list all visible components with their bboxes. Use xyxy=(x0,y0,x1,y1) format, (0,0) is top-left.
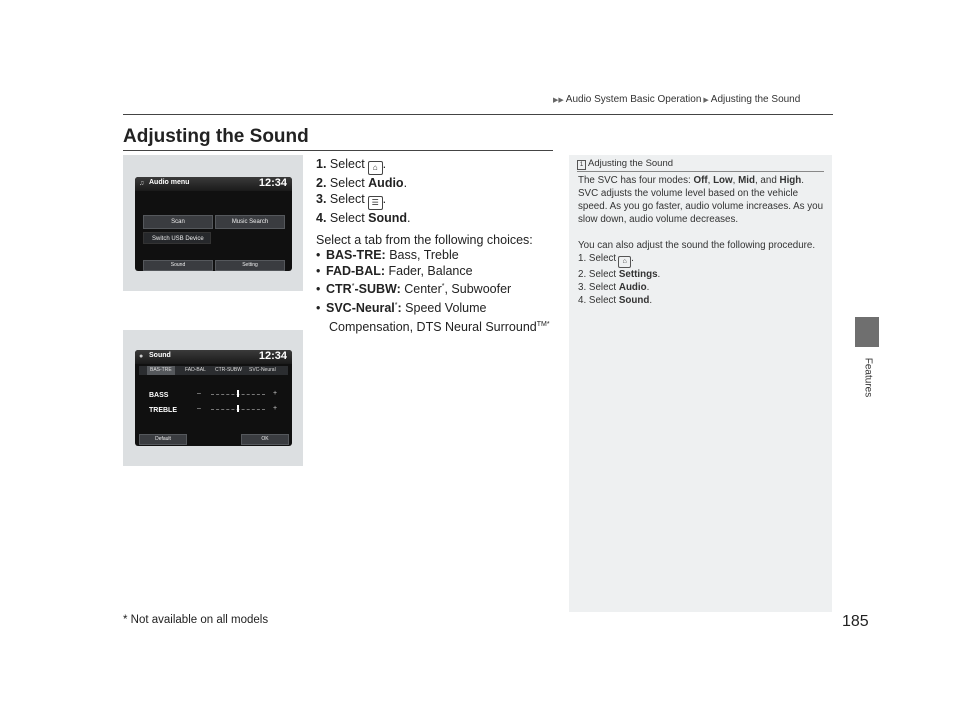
tab-choices-list xyxy=(316,248,550,335)
intro-text: Select a tab from the following choices: xyxy=(316,233,533,247)
note-rule xyxy=(577,171,824,172)
step-item: 1. Select ⌂ . xyxy=(316,156,411,175)
scan-button: Scan xyxy=(143,215,213,229)
page-title: Adjusting the Sound xyxy=(123,126,309,147)
music-note-icon: ♫ xyxy=(139,180,145,187)
step-item: 3. Select ☰ . xyxy=(316,191,411,210)
audio-menu-screenshot xyxy=(123,155,303,291)
sound-screen xyxy=(135,350,292,446)
note-step: 2. Select Settings. xyxy=(578,269,661,280)
audio-menu-screen xyxy=(135,177,292,271)
note-heading: 1 Adjusting the Sound xyxy=(577,158,673,170)
ok-button: OK xyxy=(241,434,289,445)
default-button: Default xyxy=(139,434,187,445)
home-icon: ⌂ xyxy=(618,256,631,268)
step-item: 2. Select Audio. xyxy=(316,176,408,190)
bullet-icon: • xyxy=(316,282,321,297)
speaker-icon: ● xyxy=(139,353,144,360)
step-item: 4. Select Sound. xyxy=(316,211,411,225)
minus-icon: – xyxy=(197,390,201,397)
screen-title: Sound xyxy=(149,352,171,359)
menu-icon: ☰ xyxy=(368,196,383,210)
page-number: 185 xyxy=(842,613,869,630)
bullet-icon: • xyxy=(316,248,321,262)
sound-button: Sound xyxy=(143,260,213,271)
bass-label: BASS xyxy=(149,392,169,399)
music-search-button: Music Search xyxy=(215,215,285,229)
home-icon: ⌂ xyxy=(368,161,383,175)
note-paragraph: The SVC has four modes: Off, Low, Mid, and High. SVC adjusts the volume level based on the vehicle speed. As you go faster, audio volume increases. As you slow down, audio volume decreases. xyxy=(578,175,824,225)
screen-clock: 12:34 xyxy=(258,350,287,362)
bullet-icon: • xyxy=(316,301,321,316)
tab-bas-tre: BAS-TRE xyxy=(147,366,175,375)
note-box xyxy=(569,155,832,612)
note-paragraph: You can also adjust the sound the following procedure. xyxy=(578,240,816,251)
list-item: • FAD-BAL: Fader, Balance xyxy=(316,263,473,278)
note-step: 1. Select ⌂ . xyxy=(578,252,826,268)
list-item: • BAS-TRE: Bass, Treble xyxy=(316,248,459,262)
section-tab-label: Features xyxy=(862,357,874,398)
step-list xyxy=(316,156,411,226)
list-item: • SVC-Neural*: Speed Volume xyxy=(316,301,487,316)
bass-slider-thumb xyxy=(237,390,239,397)
title-rule xyxy=(123,150,553,151)
screen-clock: 12:34 xyxy=(258,177,287,189)
tab-svc-neural: SVC-Neural xyxy=(249,367,276,373)
breadcrumb-section: Audio System Basic Operation xyxy=(565,94,702,105)
list-item: • CTR*-SUBW: Center*, Subwoofer xyxy=(316,282,512,297)
screen-status-bar xyxy=(135,177,292,191)
plus-icon: + xyxy=(273,390,278,397)
switch-usb-device-button: Switch USB Device xyxy=(143,232,211,244)
list-item-continuation: Compensation, DTS Neural Surround$^{TM*}$ xyxy=(329,319,550,334)
breadcrumb xyxy=(553,94,800,105)
breadcrumb-arrow-icon: ▶▶ xyxy=(553,97,564,104)
bullet-icon: • xyxy=(316,263,321,278)
tab-fad-bal: FAD-BAL xyxy=(185,367,206,373)
breadcrumb-page: Adjusting the Sound xyxy=(710,94,801,105)
plus-icon: + xyxy=(273,405,278,412)
note-step: 3. Select Audio. xyxy=(578,282,650,293)
sound-screenshot xyxy=(123,330,303,466)
treble-slider-thumb xyxy=(237,405,239,412)
footnote: * Not available on all models xyxy=(123,614,269,626)
setting-button: Setting xyxy=(215,260,285,271)
treble-label: TREBLE xyxy=(149,407,177,414)
header-rule xyxy=(123,114,833,115)
tab-ctr-subw: CTR-SUBW xyxy=(215,367,242,373)
note-body xyxy=(578,174,826,307)
screen-title: Audio menu xyxy=(149,179,190,186)
minus-icon: – xyxy=(197,405,201,412)
note-marker-icon: 1 xyxy=(577,160,586,170)
screen-status-bar xyxy=(135,350,292,364)
breadcrumb-arrow-icon: ▶ xyxy=(703,97,709,104)
sound-tabs xyxy=(139,366,288,375)
section-tab-marker xyxy=(855,317,879,347)
note-step: 4. Select Sound. xyxy=(578,295,653,306)
